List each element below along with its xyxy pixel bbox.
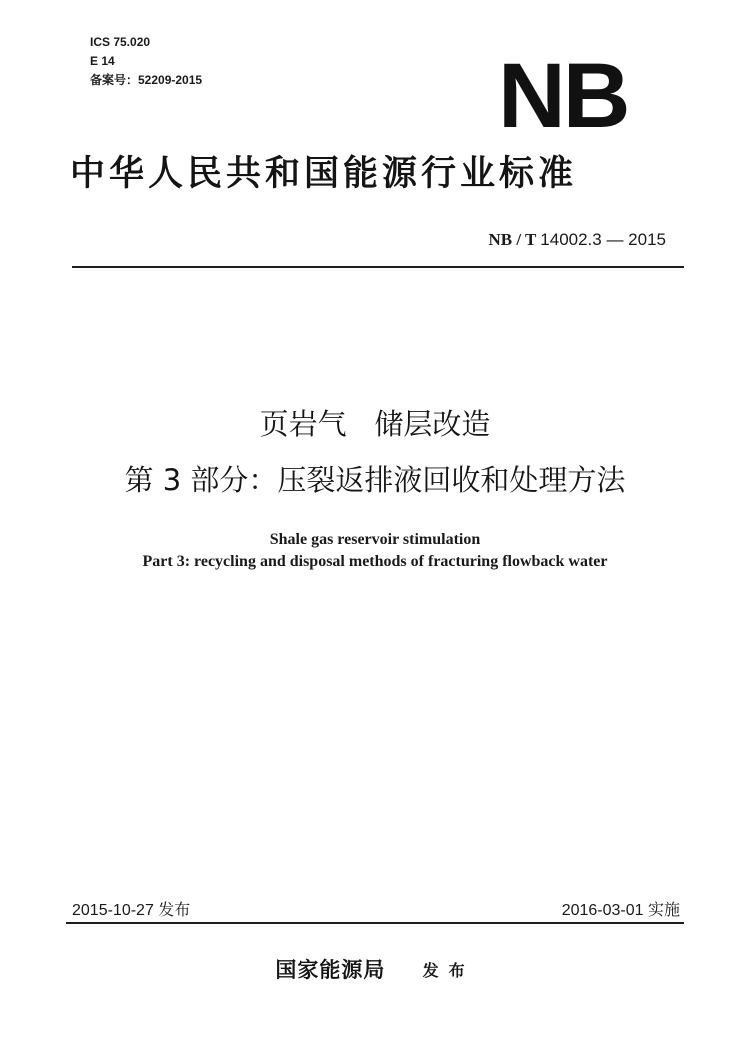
bottom-divider bbox=[66, 922, 684, 924]
classification-block bbox=[90, 33, 202, 90]
issue-action: 发布 bbox=[422, 961, 475, 980]
issuing-authority bbox=[0, 954, 750, 984]
standard-code-number: 14002.3 — 2015 bbox=[540, 230, 666, 249]
ics-code: ICS 75.020 bbox=[90, 35, 151, 49]
category-code: E 14 bbox=[90, 54, 115, 68]
standard-code-prefix: NB / T bbox=[488, 230, 537, 249]
effective-date: 2016-03-01 实施 bbox=[561, 902, 680, 919]
issuing-agency: 国家能源局 bbox=[275, 958, 386, 982]
english-title-line-1: Shale gas reservoir stimulation bbox=[269, 531, 481, 548]
chinese-title-line-1: 页岩气 储层改造 bbox=[259, 407, 491, 441]
top-divider bbox=[72, 266, 684, 268]
record-number: 备案号：52209-2015 bbox=[90, 73, 203, 87]
standard-code bbox=[488, 230, 666, 250]
issue-date: 2015-10-27 发布 bbox=[72, 902, 191, 919]
english-title-line-2: Part 3: recycling and disposal methods of fracturing flowback water bbox=[142, 553, 608, 570]
nb-logo: NB bbox=[498, 45, 628, 147]
chinese-title-line-2: 第 3 部分：压裂返排液回收和处理方法 bbox=[124, 463, 626, 497]
standard-type-title: 中华人民共和国能源行业标准 bbox=[70, 154, 578, 194]
